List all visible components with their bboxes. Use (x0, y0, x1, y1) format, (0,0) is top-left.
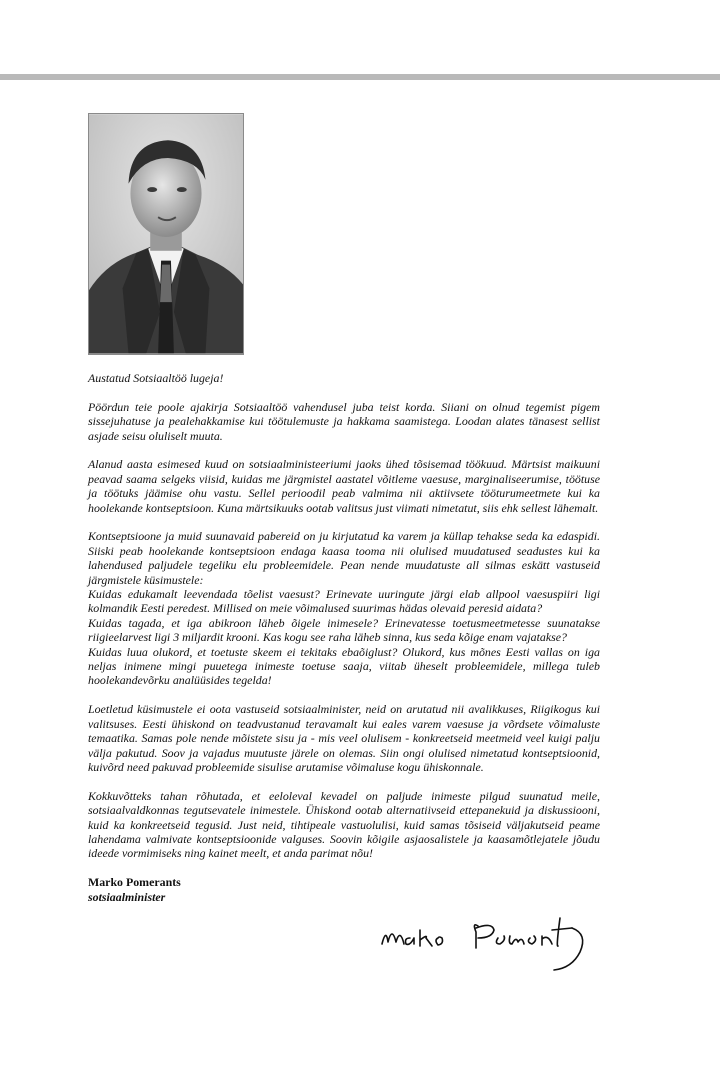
question-fairness: Kuidas luua olukord, et toetuste skeem ei tekitaks ebaõiglust? Olukord, kus mõnes Eesti vallas on iga neljas inimene mingi puuetega inimeste toetuse saaja, viitab üheselt probleemidele, millega tuleb hoolekandevõrku analüüsides tegelda! (88, 644, 600, 688)
letter-body (88, 371, 600, 904)
author-name: Marko Pomerants (88, 875, 181, 890)
author-title: sotsiaalminister (88, 889, 166, 904)
question-aid-kroon: Kuidas tagada, et iga abikroon läheb õigele inimesele? Erinevatesse toetusmeetmetesse suunatakse riigieelarvest ligi 3 miljardit krooni. Kas kogu see raha läheb sinna, kus seda kõige enam vajatakse? (88, 615, 600, 645)
handwritten-signature (376, 908, 596, 978)
paragraph-discussion: Loetletud küsimustele ei oota vastuseid sotsiaalminister, neid on arutatud nii avalikkuses, Riigikogus kui valitsuses. Eesti ühiskond on teadvustanud teravamalt kui eales varem vaesuse ja võrdsete võimaluste temaatika. Samas pole nende mõistete sisu ja - mis veel olulisem - konkreetseid meetmeid veel kuigi palju välja pakutud. Soov ja vajadus muutuste järele on olemas. Siin ongi olulised nimetatud kontseptsioonid, kuivõrd need pakuvad probleemide sisulise arutamise võimaluse kogu ühiskonnale. (88, 702, 600, 774)
signoff (88, 875, 600, 904)
paragraph-questions (88, 529, 600, 687)
question-poverty: Kuidas edukamalt leevendada tõelist vaesust? Erinevate uuringute järgi elab allpool vaesuspiiri ligi kolmandik Eesti peredest. Millised on meie võimalused suurimas hädas olevaid peresid aidata? (88, 587, 600, 616)
paragraph-intro: Pöördun teie poole ajakirja Sotsiaaltöö vahendusel juba teist korda. Siiani on olnud tegemist pigem sissejuhatuse ja pealehakkamise kui töötulemuste ja hakkama saamistega. Loodan alates tänasest sellist asjade seisu oluliselt muuta. (88, 399, 600, 443)
paragraph-conclusion: Kokkuvõtteks tahan rõhutada, et eeloleval kevadel on paljude inimeste pilgud suunatud meile, sotsiaalvaldkonnas tegutsevatele inimestele. Ühiskond ootab alternatiivseid ettepanekuid ja diskussiooni, kuid ka konkreetseid tegusid. Just neid, tihtipeale vastuolulisi, kuid samas tõsiseid väljakutseid peame lahendama valmivate kontseptsioonide valguses. Soovin kõigile asjaosalistele ja kaasamõtlejatele jõudu ideede vormimiseks ning kainet meelt, et anda parimat nõu! (88, 788, 600, 861)
greeting: Austatud Sotsiaaltöö lugeja! (88, 371, 224, 385)
paragraph-first-months: Alanud aasta esimesed kuud on sotsiaalministeeriumi jaoks ühed tõsisemad töökuud. Märtsist maikuuni peavad saama selgeks viisid, kuidas me järgmistel aastatel võitleme vaesuse, marginaliseerumise, töötuse ja töötuks jäämise ohu vastu. Sellel perioodil peab valmima nii aktiivsete tööturumeetmete kui ka hoolekande kontseptsioon. Kuna märtsikuuks ootab valitsus just viimati nimetatut, siis ehk sellest lähemalt. (88, 457, 600, 515)
questions-intro: Kontseptsioone ja muid suunavaid pabereid on ju kirjutatud ka varem ja küllap tehakse seda ka edaspidi. Siiski peab hoolekande kontseptsioon endaga kaasa tooma nii olulised muudatused seadustes kui ka lahendused paljudele tegeliku elu probleemidele. Pean nende muudatuste all silmas eskätt vastuseid järgmistele küsimustele: (88, 529, 600, 587)
top-rule (0, 74, 720, 80)
author-portrait (88, 113, 244, 355)
